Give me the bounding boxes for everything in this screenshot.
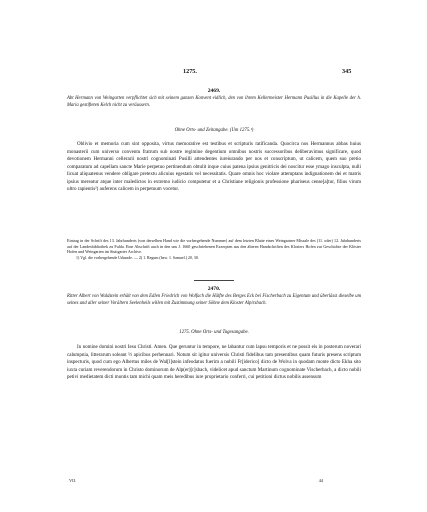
charter-text-2470 [67, 344, 361, 382]
regest-summary: Abt Hermann von Weingarten verpflichtet sich mit seinem ganzen Konvent eidlich, den von ihrem Kellermeister Hermann Pusillus in die Kapelle der h. Maria gestifteten Kelch nicht zu veräussern. [67, 96, 361, 109]
separator-rule [194, 280, 234, 281]
sheet-signature: VII. [69, 478, 77, 483]
dating-text: 1275. Ohne Orts- und Tagesangabe. [179, 330, 249, 335]
document-number: 2470. [207, 286, 221, 292]
document-2470 [67, 285, 361, 308]
document-2469 [67, 87, 361, 110]
latin-text: Oblivio et memoria cum sint opposita, virtus memorative est testibus et scripturis ratificanda. Quocirca nos Hermannus abbas huius monasterii cum universo conventu fratrum sub nostre regimine degentium omnibus nostris successoribus deliberavimus significare, quod devotionem Hermanni cellerarii nostri cognominati Pusilli attendentes iureiurando per nos et conscriptum, ut calicem, quem suo pretio comparatum ad capellam sancte Marie perpetuo pertinendum obtulit inque cuius patena ipsius genitricis dei noscitur esse ymago insculpta, nulli licuat aliquatenus vendere obligare pretextu alicuius egestatis vel necessitatis. Quare omnis hoc violare attemptans indignationem dei et matris ipsius mereatur atque inter maledictos in extremo iudicio computetur et a Christiane religionis professione phariseus cense[a]tur, filius virum ultro rapientis²) auferens calicem in perpetuum vocetur. [67, 141, 361, 193]
dating-line [67, 329, 361, 336]
editorial-note-2469 [67, 238, 361, 261]
sheet-number: 44 [318, 478, 323, 483]
separator [67, 280, 361, 281]
regest-summary: Ritter Albert von Waldstein erhält von dem Edlen Friedrich von Wolfach die Hälfte des Berges Eck bei Fischerbach zu Eigentum und überlässt dieselbe um seines und aller seiner Vorältern Seelenheils willen mit Zustimmung seiner Söhne dem Kloster Alpirsbach. [67, 294, 361, 307]
document-number: 2469. [207, 88, 221, 94]
charter-text-2469 [67, 141, 361, 194]
dating-text: Ohne Orts- und Zeitangabe. (Um 1275.¹) [174, 128, 254, 133]
page-footer [67, 478, 361, 486]
running-year: 1275. [183, 68, 197, 75]
source-note: Eintrag in der Schrift des 13. Jahrhunderts (von derselben Hand wie die vorhergehende Nummer) auf dem letzten Blatte eines Weingartner Missale des (11. oder) 12. Jahrhunderts auf der Landesbibliothek zu Fulda. Eine Abschrift auch in den uns J. 1660 geschriebenen Exzerpten aus den älteren Handschriften des Klosters Hofen zur Geschichte der Klöster Hofen und Weingarten im Stuttgarter Archive. [67, 238, 361, 255]
dating-line [67, 127, 361, 134]
latin-text: In nomine domini nostri Iesu Christi. Amen. Que geruntur in tempore, ne labantur cum lapsu temporis et ne possit eis in posterum noverari calumpnia, litterarum soleant ½ apicibus perhennari. Notum sit igitur universis Christi fidelibus tam presentibus quam futuris presens scriptum inspecturis, quod cum ego Albertus miles de Wal[l]stein infeodatus fuerim a nobili Fr[iderico] dicto de Wolva in quodam monte dicto Ekha sito iuxta curiam reverendorum in Christo dominorum de Alp(er)[r]sbach, videlicet apud sanctum Martinum cognominate Vischerbach, a dicto nobili petivi medietatem dicti montis tam michi quam meis heredibus iure proprietario conferri, cui petitioni dictus nobilis assensum [67, 344, 361, 381]
page-header [0, 68, 427, 78]
footnote: 1) Vgl. die vorhergehende Urkunde. — 2) 1. Regum (bzw. 1. Samuel.) 20, 30. [76, 255, 199, 261]
page-number: 345 [342, 68, 352, 75]
